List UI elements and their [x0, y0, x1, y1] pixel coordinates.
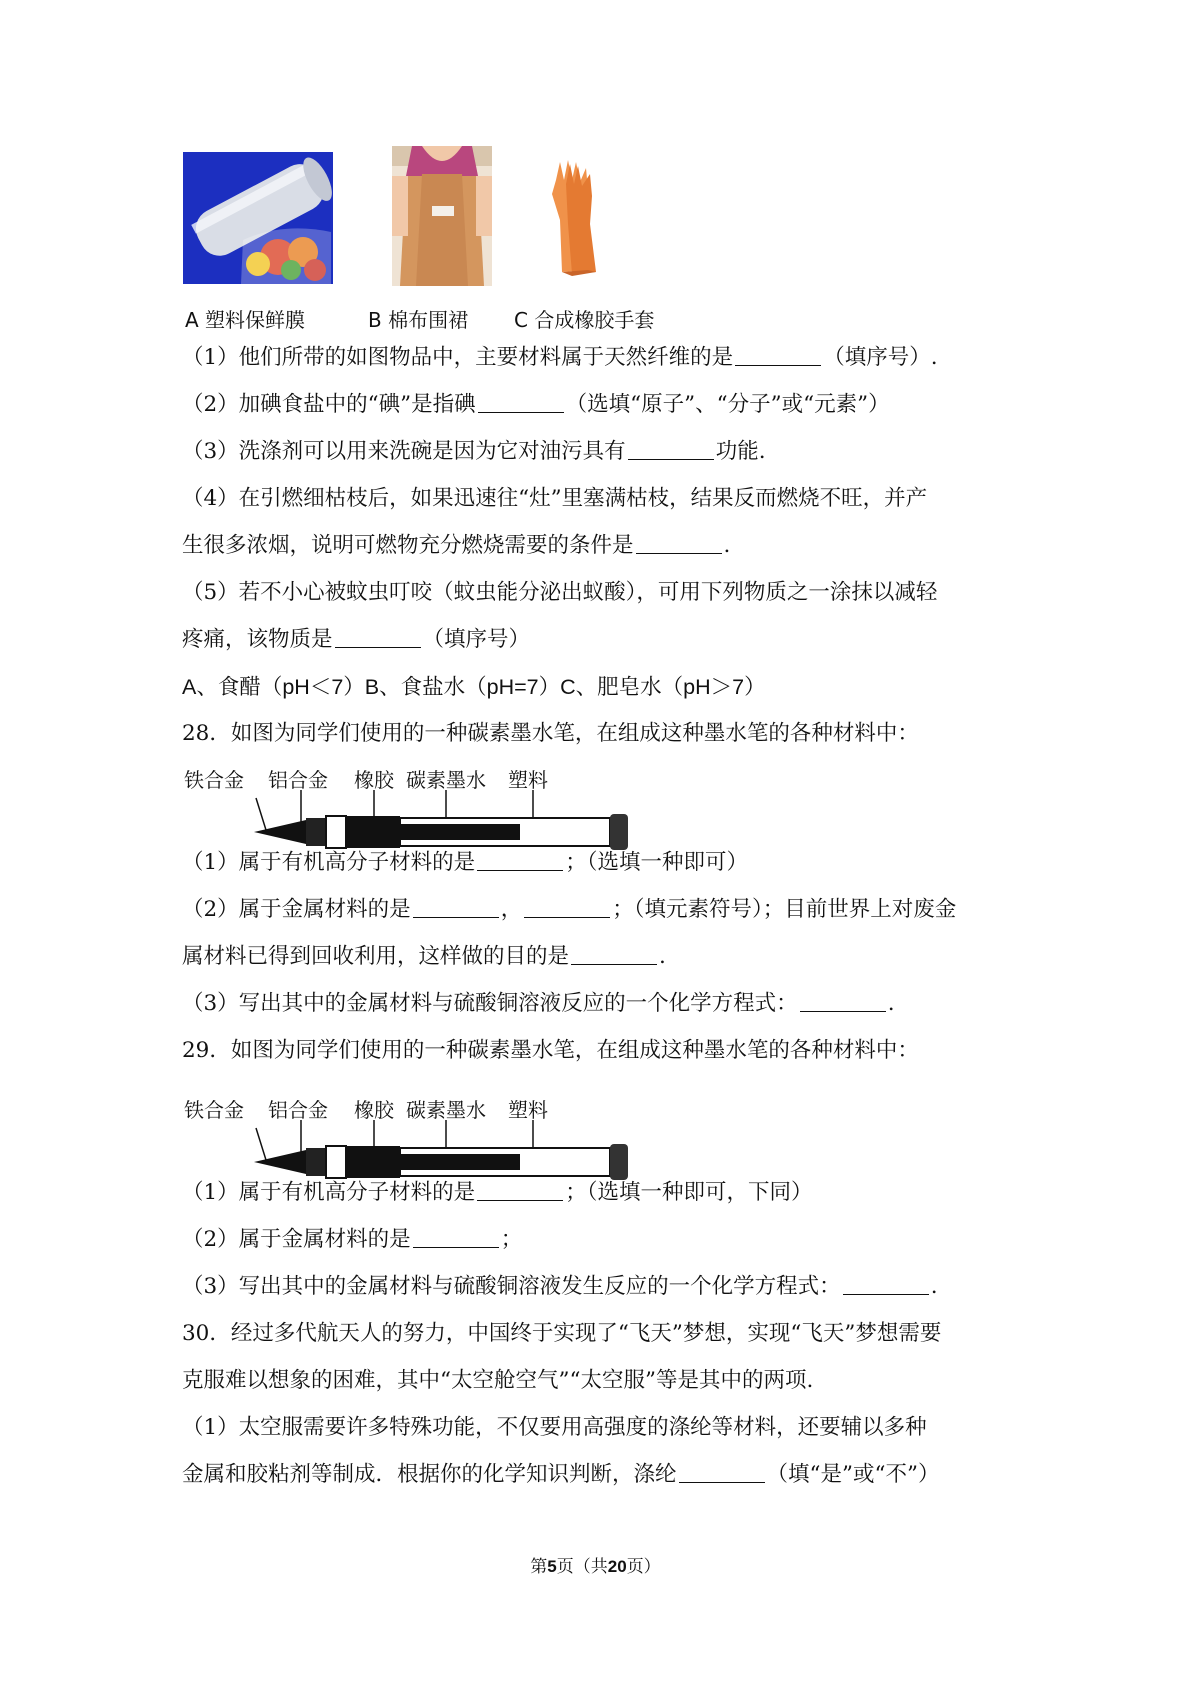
answer-blank[interactable] — [800, 989, 886, 1012]
q27-p3-text: （3）洗涤剂可以用来洗碗是因为它对油污具有 — [182, 439, 626, 464]
answer-blank[interactable] — [628, 437, 714, 460]
q29-p1-suffix: ；（选填一种即可，下同） — [565, 1180, 813, 1205]
label-rubber: 橡胶 — [354, 1098, 394, 1122]
q28-p3-text: （3）写出其中的金属材料与硫酸铜溶液反应的一个化学方程式： — [182, 991, 798, 1016]
q27-p3-suffix: 功能. — [715, 439, 766, 464]
footer-prefix: 第 — [530, 1557, 548, 1577]
q27-part3 — [182, 437, 766, 467]
q29-p2-text: （2）属于金属材料的是 — [182, 1227, 411, 1252]
q27-p1-text: （1）他们所带的如图物品中，主要材料属于天然纤维的是 — [182, 345, 734, 370]
q28-part2-line1 — [182, 895, 956, 925]
q29-p1-text: （1）属于有机高分子材料的是 — [182, 1180, 476, 1205]
q29-p2-suffix: ； — [500, 1227, 523, 1252]
q27-part2 — [182, 390, 890, 420]
page-footer — [0, 1552, 1191, 1577]
q28-p1-suffix: ；（选填一种即可） — [565, 850, 748, 875]
q28-p1-text: （1）属于有机高分子材料的是 — [182, 850, 476, 875]
rubber-gloves-image — [544, 160, 604, 278]
answer-blank[interactable] — [477, 848, 563, 871]
q30-line1: 30．经过多代航天人的努力，中国终于实现了“飞天”梦想，实现“飞天”梦想需要 — [182, 1321, 942, 1346]
q28-stem: 28．如图为同学们使用的一种碳素墨水笔，在组成这种墨水笔的各种材料中： — [182, 721, 919, 746]
q27-part1 — [182, 343, 938, 373]
q27-p2-suffix: （选填“原子”、“分子”或“元素”） — [565, 392, 890, 417]
q29-p3-text: （3）写出其中的金属材料与硫酸铜溶液发生反应的一个化学方程式： — [182, 1274, 841, 1299]
answer-blank[interactable] — [413, 1225, 499, 1248]
answer-blank[interactable] — [843, 1272, 929, 1295]
q28-part3 — [182, 989, 895, 1019]
cotton-apron-image — [392, 146, 492, 286]
q30-line2: 克服难以想象的困难，其中“太空舱空气”“太空服”等是其中的两项. — [182, 1368, 814, 1393]
answer-blank[interactable] — [335, 625, 421, 648]
q30-p1-suffix: （填“是”或“不”） — [766, 1462, 940, 1487]
total-pages: 20 — [607, 1557, 627, 1576]
answer-blank[interactable] — [413, 895, 499, 918]
page-number: 5 — [547, 1557, 557, 1576]
plastic-wrap-image — [183, 152, 333, 284]
answer-blank[interactable] — [478, 390, 564, 413]
q27-part4-line1: （4）在引燃细枯枝后，如果迅速往“灶”里塞满枯枝，结果反而燃烧不旺，并产 — [182, 486, 928, 511]
label-plastic: 塑料 — [508, 768, 548, 792]
q27-options: A、食醋（pH＜7）B、食盐水（pH=7）C、肥皂水（pH＞7） — [182, 675, 766, 699]
q30-part1-line2 — [182, 1460, 939, 1490]
q27-p5-suffix: （填序号） — [422, 627, 531, 652]
answer-blank[interactable] — [679, 1460, 765, 1483]
label-rubber: 橡胶 — [354, 768, 394, 792]
q27-part4-line2 — [182, 531, 730, 561]
label-iron-alloy: 铁合金 — [184, 768, 244, 792]
answer-blank[interactable] — [524, 895, 610, 918]
q28-p2-comma: ， — [500, 897, 523, 922]
q27-part5-line2 — [182, 625, 530, 655]
caption-b: B 棉布围裙 — [368, 308, 469, 332]
footer-middle: 页（共 — [556, 1557, 608, 1577]
q28-p3-suffix: . — [887, 991, 895, 1016]
label-aluminum-alloy: 铝合金 — [268, 1098, 328, 1122]
answer-blank[interactable] — [735, 343, 821, 366]
answer-blank[interactable] — [636, 531, 722, 554]
q27-part5-line1: （5）若不小心被蚊虫叮咬（蚊虫能分泌出蚁酸），可用下列物质之一涂抹以减轻 — [182, 580, 938, 605]
q27-p1-suffix: （填序号）. — [823, 345, 938, 370]
label-carbon-ink: 碳素墨水 — [406, 768, 486, 792]
q29-part2 — [182, 1225, 522, 1255]
caption-c: C 合成橡胶手套 — [514, 308, 655, 332]
q27-p4-suffix: . — [723, 533, 731, 558]
caption-a: A 塑料保鲜膜 — [185, 308, 306, 332]
q27-p4-text: 生很多浓烟，说明可燃物充分燃烧需要的条件是 — [182, 533, 634, 558]
q27-p2-text: （2）加碘食盐中的“碘”是指碘 — [182, 392, 476, 417]
answer-blank[interactable] — [571, 942, 657, 965]
q28-p2-line2-text: 属材料已得到回收利用，这样做的目的是 — [182, 944, 570, 969]
label-iron-alloy: 铁合金 — [184, 1098, 244, 1122]
q28-p2-suffix: ；（填元素符号）；目前世界上对废金 — [612, 897, 957, 922]
label-aluminum-alloy: 铝合金 — [268, 768, 328, 792]
answer-blank[interactable] — [477, 1178, 563, 1201]
q28-p2-text: （2）属于金属材料的是 — [182, 897, 411, 922]
q29-stem: 29．如图为同学们使用的一种碳素墨水笔，在组成这种墨水笔的各种材料中： — [182, 1038, 919, 1063]
q29-part3 — [182, 1272, 938, 1302]
label-carbon-ink: 碳素墨水 — [406, 1098, 486, 1122]
q28-p2-line2-suffix: . — [659, 944, 666, 969]
footer-suffix: 页） — [626, 1557, 661, 1577]
q29-p3-suffix: . — [930, 1274, 938, 1299]
q28-part2-line2 — [182, 942, 666, 972]
q30-part1-line1: （1）太空服需要许多特殊功能，不仅要用高强度的涤纶等材料，还要辅以多种 — [182, 1415, 927, 1440]
q28-part1 — [182, 848, 748, 878]
q27-p5-text: 疼痛，该物质是 — [182, 627, 333, 652]
q29-part1 — [182, 1178, 812, 1208]
q30-p1-text: 金属和胶粘剂等制成．根据你的化学知识判断，涤纶 — [182, 1462, 677, 1487]
label-plastic: 塑料 — [508, 1098, 548, 1122]
